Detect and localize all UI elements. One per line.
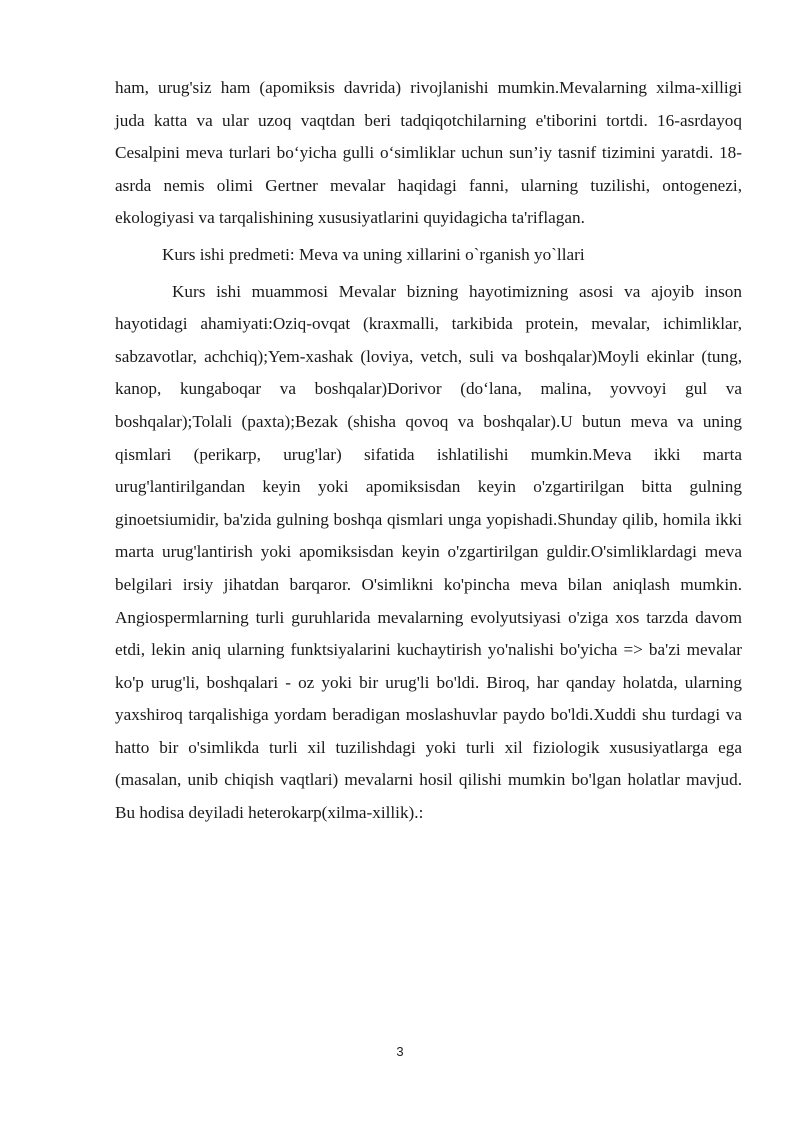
- paragraph-intro: ham, urug'siz ham (apomiksis davrida) rivojlanishi mumkin.Mevalarning xilma-xilligi juda katta va ular uzoq vaqtdan beri tadqiqotchilarning e'tiborini tortdi. 16-asrdayoq Cesalpini meva turlari bo‘yicha gulli o‘simliklar uchun sun’iy tasnif tizimini yaratdi. 18-asrda nemis olimi Gertner mevalar haqidagi fanni, ularning tuzilishi, ontogenezi, ekologiyasi va tarqalishining xususiyatlarini quyidagicha ta'riflagan.: [115, 78, 742, 228]
- paragraph-problem: Kurs ishi muammosi Mevalar bizning hayotimizning asosi va ajoyib inson hayotidagi ahamiyati:Oziq-ovqat (kraxmalli, tarkibida protein, mevalar, ichimliklar, sabzavotlar, achchiq);Yem-xashak (loviya, vetch, suli va boshqalar)Moyli ekinlar (tung, kanop, kungaboqar va boshqalar)Dorivor (do‘lana, malina, yovvoyi gul va boshqalar);Tolali (paxta);Bezak (shisha qovoq va boshqalar).U butun meva va uning qismlari (perikarp, urug'lar) sifatida ishlatilishi mumkin.Meva ikki marta urug'lantirilgandan keyin yoki apomiksisdan keyin o'zgartirilgan bitta gulning ginoetsiumidir, ba'zida gulning boshqa qismlari unga yopishadi.Shunday qilib, homila ikki marta urug'lantirish yoki apomiksisdan keyin o'zgartirilgan guldir.O'simliklardagi meva belgilari irsiy jihatdan barqaror. O'simlikni ko'pincha meva bilan aniqlash mumkin. Angiospermlarning turli guruhlarida mevalarning evolyutsiyasi o'ziga xos tarzda davom etdi, lekin aniq ularning funktsiyalarini kuchaytirish yo'nalishi bo'yicha => ba'zi mevalar ko'p urug'li, boshqalari - oz yoki bir urug'li bo'ldi. Biroq, har qanday holatda, ularning yaxshiroq tarqalishiga yordam beradigan moslashuvlar paydo bo'ldi.Xuddi shu turdagi va hatto bir o'simlikda turli xil tuzilishdagi yoki turli xil fiziologik xususiyatlarga ega (masalan, unib chiqish vaqtlari) mevalarni hosil qilishi mumkin bo'lgan holatlar mavjud. Bu hodisa deyiladi heterokarp(xilma-xillik).:: [115, 281, 742, 823]
- paragraph-subject: Kurs ishi predmeti: Meva va uning xillarini o`rganish yo`llari: [162, 244, 585, 264]
- page-number: 3: [396, 1044, 404, 1059]
- page-body: [115, 72, 742, 830]
